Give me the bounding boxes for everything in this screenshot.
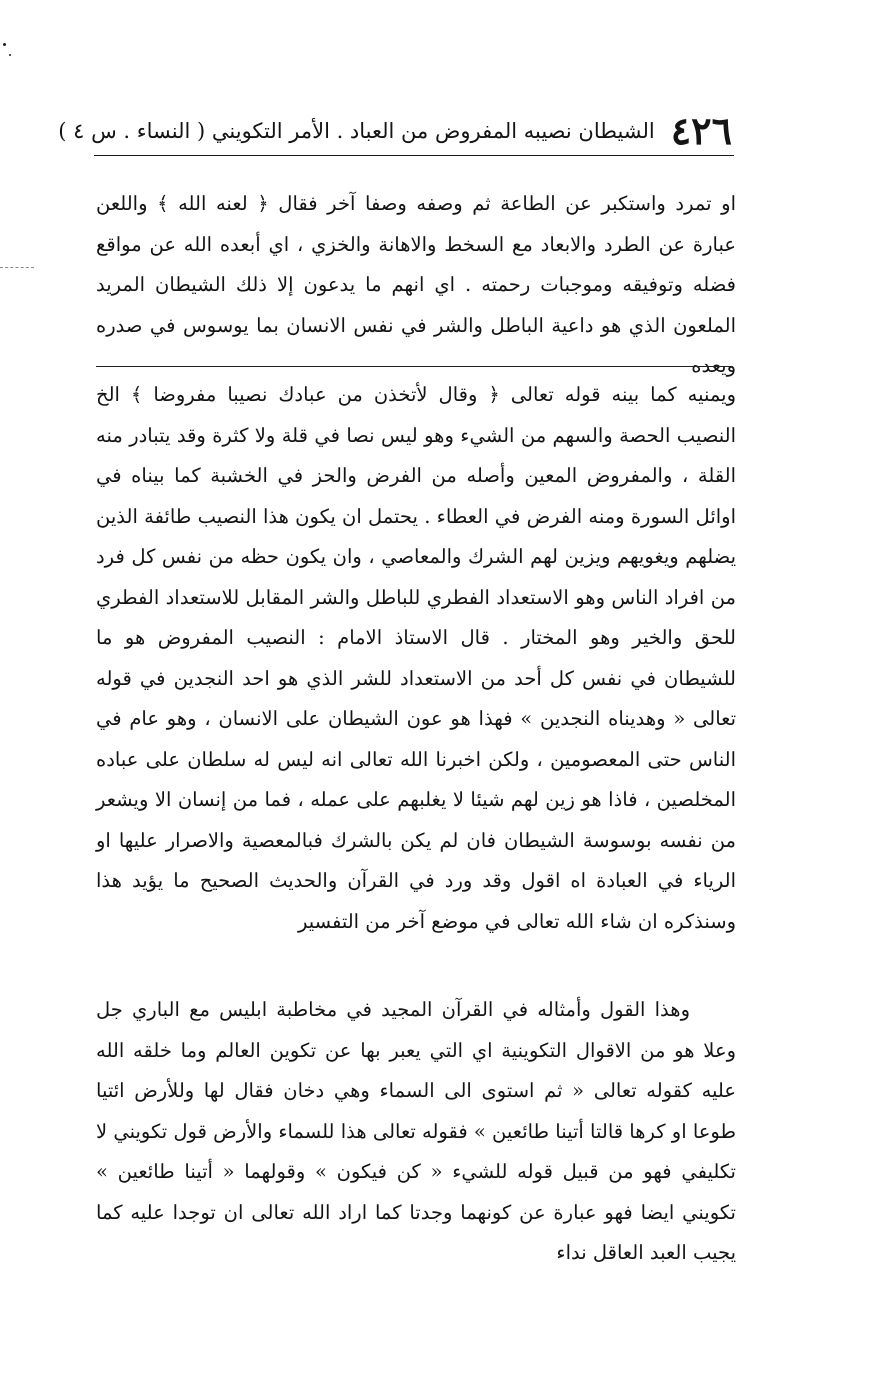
paragraph-1 xyxy=(96,184,736,387)
scan-speck xyxy=(3,43,6,46)
header-rule xyxy=(94,155,734,156)
page-header xyxy=(58,108,732,154)
paragraph-3 xyxy=(96,990,736,1274)
running-title: الشيطان نصيبه المفروض من العباد . الأمر التكويني ( النساء . س ٤ ) xyxy=(58,119,655,143)
page-number: ٤٢٦ xyxy=(670,108,732,153)
paragraph-3-text: وهذا القول وأمثاله في القرآن المجيد في مخاطبة ابليس مع الباري جل وعلا هو من الاقوال التكوينية اي التي يعبر بها عن تكوين العالم وما خلقه الله عليه كقوله تعالى « ثم استوى الى السماء وهي دخان فقال لها وللأرض ائتيا طوعا او كرها قالتا أتينا طائعين » فقوله تعالى هذا للسماء والأرض قول تكويني لا تكليفي فهو من قبيل قوله للشيء « كن فيكون » وقولهما « أتينا طائعين » تكويني ايضا فهو عبارة عن كونهما وجدتا كما اراد الله تعالى ان توجدا عليه كما يجيب العبد العاقل نداء xyxy=(96,998,736,1264)
paragraph-1-text: او تمرد واستكبر عن الطاعة ثم وصفه وصفا آخر فقال ﴿ لعنه الله ﴾ واللعن عبارة عن الطرد والابعاد مع السخط والاهانة والخزي ، اي أبعده الله عن مواقع فضله وتوفيقه وموجبات رحمته . اي انهم ما يدعون إلا ذلك الشيطان المريد الملعون الذي هو داعية الباطل والشر في نفس الانسان بما يوسوس في صدره ويعده xyxy=(96,192,736,377)
paragraph-2-text: ويمنيه كما بينه قوله تعالى ﴿ وقال لأتخذن من عبادك نصيبا مفروضا ﴾ الخ النصيب الحصة والسهم من الشيء وهو ليس نصا في قلة ولا كثرة وقد يتبادر منه القلة ، والمفروض المعين وأصله من الفرض والحز في الخشبة كما بيناه في اوائل السورة ومنه الفرض في العطاء . يحتمل ان يكون هذا النصيب طائفة الذين يضلهم ويغويهم ويزين لهم الشرك والمعاصي ، وان يكون حظه من نفس كل فرد من افراد الناس وهو الاستعداد الفطري للباطل والشر المقابل للاستعداد الفطري للحق والخير وهو المختار . قال الاستاذ الامام : النصيب المفروض هو ما للشيطان في نفس كل أحد من الاستعداد للشر الذي هو احد النجدين في قوله تعالى « وهديناه النجدين » فهذا هو عون الشيطان على الانسان ، وهو عام في الناس حتى المعصومين ، ولكن اخبرنا الله تعالى انه ليس له سلطان على عباده المخلصين ، فاذا هو زين لهم شيئا لا يغلبهم على عمله ، فما من إنسان الا ويشعر من نفسه بوسوسة الشيطان فان لم يكن بالشرك فبالمعصية والاصرار عليها او الرياء في العبادة اه اقول وقد ورد في القرآن والحديث الصحيح ما يؤيد هذا وسنذكره ان شاء الله تعالى في موضع آخر من التفسير xyxy=(96,383,736,933)
scan-speck xyxy=(9,54,11,56)
section-divider xyxy=(96,366,732,367)
paragraph-2 xyxy=(96,375,736,942)
scan-margin-mark xyxy=(0,267,34,268)
